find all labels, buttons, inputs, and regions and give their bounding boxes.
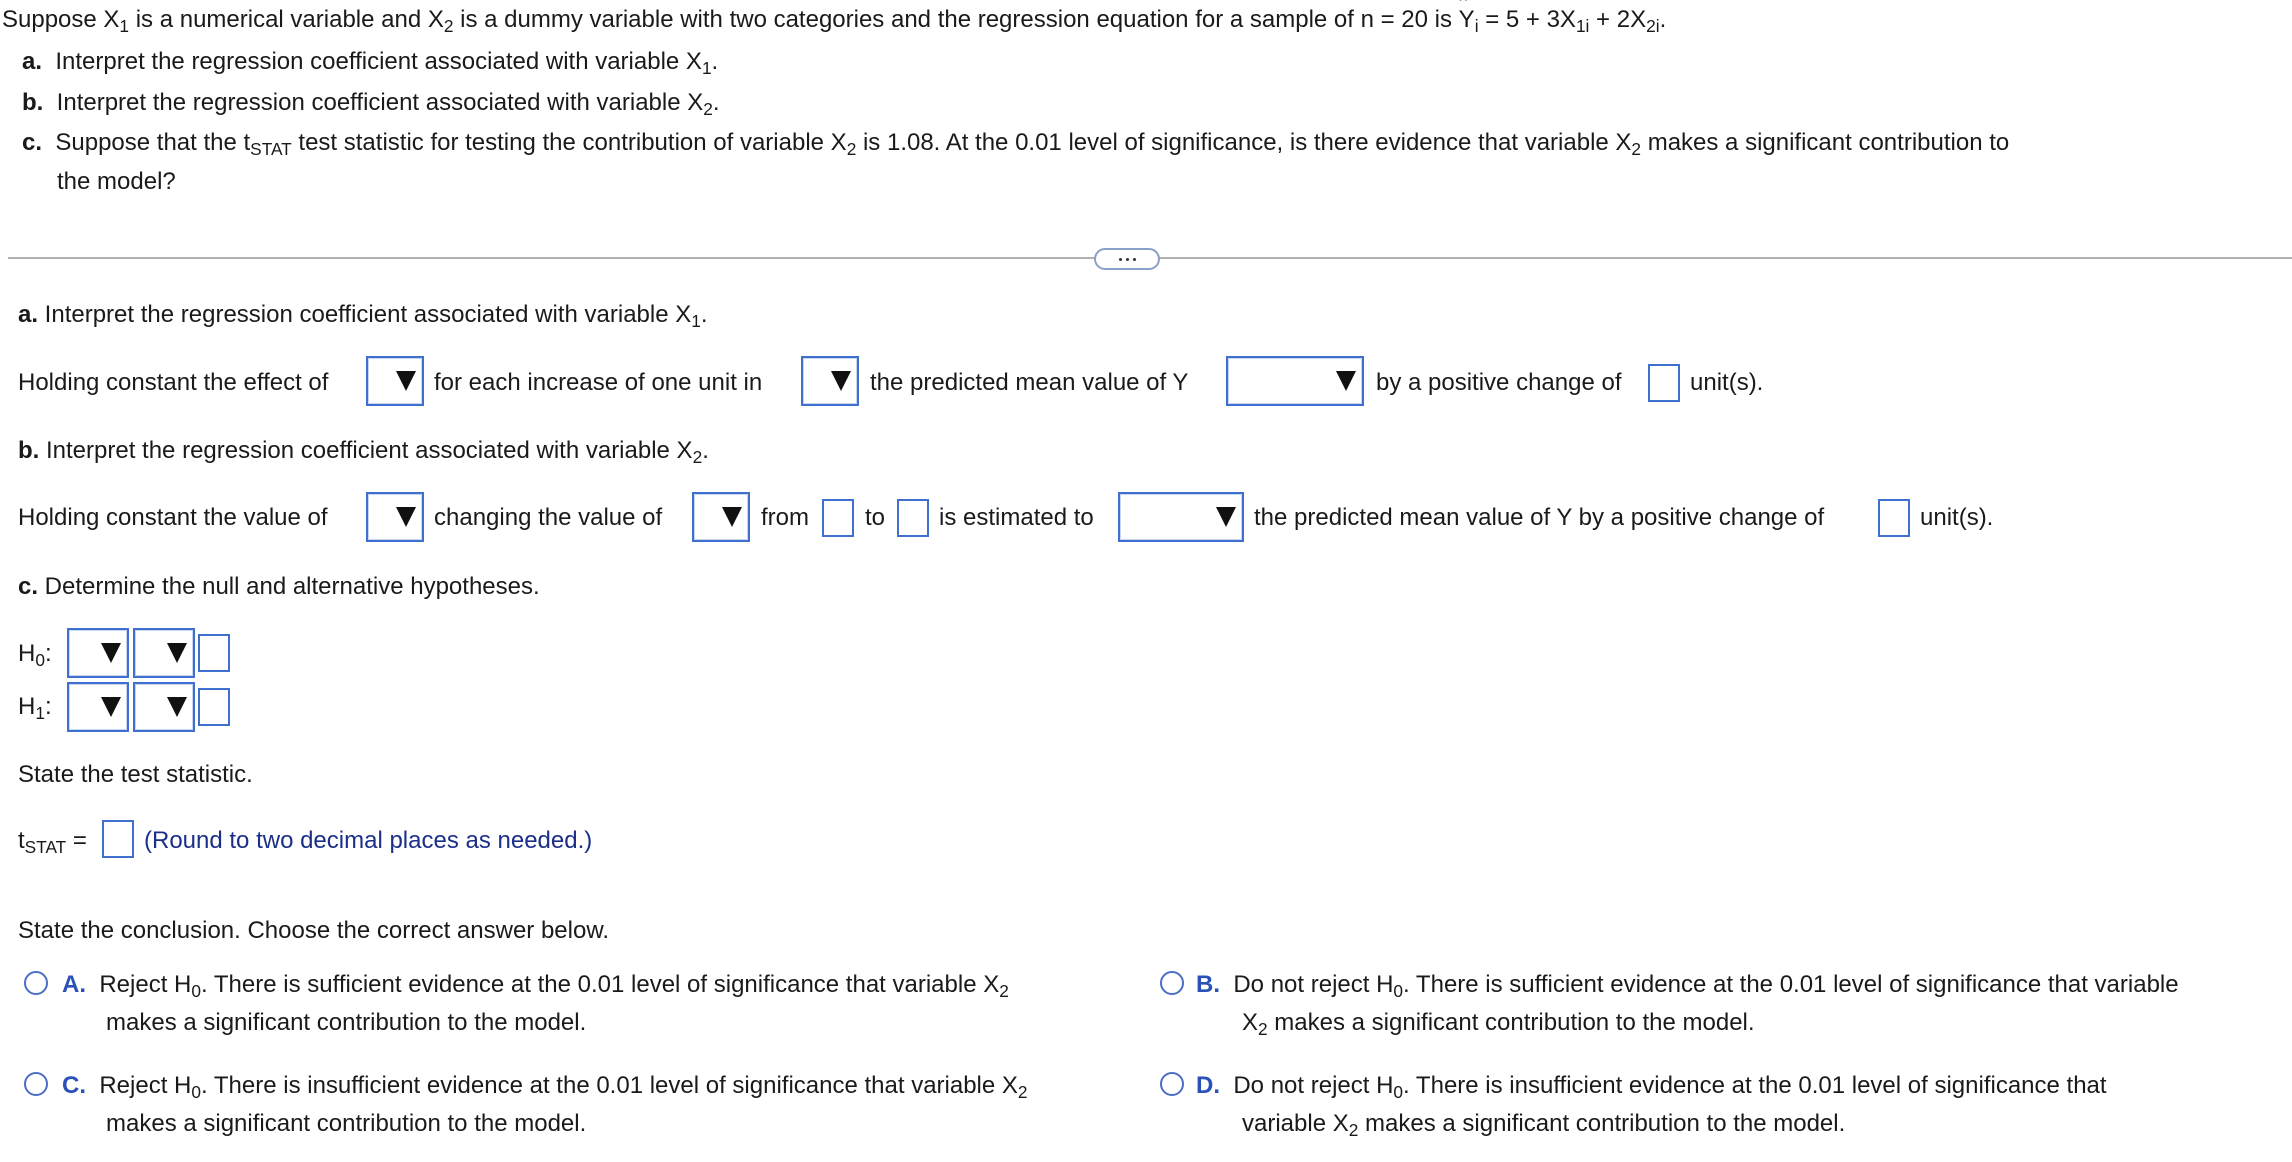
a-each-label: for each increase of one unit in (434, 369, 763, 396)
a-predicted-label: the predicted mean value of Y (870, 369, 1189, 396)
b-held-variable-dropdown[interactable] (366, 492, 424, 542)
h0-value-input[interactable] (198, 634, 230, 672)
dropdown-arrow-icon (167, 643, 187, 663)
dropdown-arrow-icon (101, 643, 121, 663)
problem-part-c: c. Suppose that the $t_{STAT}$ test statistic for testing the contribution of variable $X_2$ is 1.08. At the 0.01 level of significance, is there evidence that variable $X_2$ makes a significant contribution to (22, 129, 2010, 159)
h1-parameter-dropdown[interactable] (67, 682, 129, 732)
b-direction-dropdown[interactable] (1118, 492, 1244, 542)
b-changed-variable-dropdown[interactable] (692, 492, 750, 542)
state-stat-label: State the test statistic. (18, 761, 253, 788)
b-from-input[interactable] (822, 499, 854, 537)
b-to-label: to (865, 504, 886, 531)
b-change-input[interactable] (1878, 499, 1910, 537)
dropdown-arrow-icon (101, 697, 121, 717)
option-d-radio[interactable] (1160, 1072, 1184, 1096)
tstat-input[interactable] (102, 820, 134, 858)
option-c-line1[interactable]: C. Reject $H_0$. There is insufficient evidence at the 0.01 level of significance that variable $X_2$ (62, 1072, 1028, 1102)
b-predicted-label: the predicted mean value of Y by a positive change of (1254, 504, 1825, 531)
h0-parameter-dropdown[interactable] (67, 628, 129, 678)
h1-value-input[interactable] (198, 688, 230, 726)
expand-more-button[interactable] (1094, 248, 1160, 270)
dot-icon (1119, 258, 1122, 261)
a-positive-label: by a positive change of (1376, 369, 1622, 396)
dropdown-arrow-icon (396, 507, 416, 527)
a-increase-variable-dropdown[interactable] (801, 356, 859, 406)
option-b-line1[interactable]: B. Do not reject $H_0$. There is sufficient evidence at the 0.01 level of significance that variable (1196, 971, 2179, 1001)
dot-icon (1126, 258, 1129, 261)
option-d-line2: variable $X_2$ makes a significant contribution to the model. (1242, 1110, 1846, 1140)
problem-part-c-cont: the model? (57, 168, 176, 195)
answer-b-heading: b. Interpret the regression coefficient associated with variable $X_2$. (18, 437, 709, 467)
option-c-radio[interactable] (24, 1072, 48, 1096)
dot-icon (1133, 258, 1136, 261)
option-a-radio[interactable] (24, 971, 48, 995)
b-from-label: from (761, 504, 809, 531)
a-held-variable-dropdown[interactable] (366, 356, 424, 406)
problem-part-b: b. Interpret the regression coefficient associated with variable $X_2$. (22, 89, 720, 119)
a-change-input[interactable] (1648, 364, 1680, 402)
round-note: (Round to two decimal places as needed.) (144, 827, 593, 854)
h1-operator-dropdown[interactable] (133, 682, 195, 732)
problem-intro: Suppose $X_1$ is a numerical variable and $X_2$ is a dummy variable with two categories and the regression equation for a sample of n = 20 is ˆ $Y_i = 5 + 3X_{1i} + 2X_{2i}$. (2, 6, 1666, 34)
answer-c-heading: c. Determine the null and alternative hypotheses. (18, 573, 540, 600)
option-a-line1[interactable]: A. Reject $H_0$. There is sufficient evidence at the 0.01 level of significance that variable $X_2$ (62, 971, 1009, 1001)
option-b-radio[interactable] (1160, 971, 1184, 995)
h1-label: $H_1$: (18, 693, 52, 723)
option-c-line2: makes a significant contribution to the model. (106, 1110, 587, 1137)
h0-operator-dropdown[interactable] (133, 628, 195, 678)
dropdown-arrow-icon (167, 697, 187, 717)
dropdown-arrow-icon (396, 371, 416, 391)
h0-label: $H_0$: (18, 640, 52, 670)
a-holding-label: Holding constant the effect of (18, 369, 329, 396)
dropdown-arrow-icon (1336, 371, 1356, 391)
b-estimated-label: is estimated to (939, 504, 1094, 531)
option-d-line1[interactable]: D. Do not reject $H_0$. There is insufficient evidence at the 0.01 level of significance that (1196, 1072, 2107, 1102)
answer-a-heading: a. Interpret the regression coefficient associated with variable $X_1$. (18, 301, 708, 331)
b-units-label: unit(s). (1920, 504, 1994, 531)
option-b-line2: $X_2$ makes a significant contribution to the model. (1242, 1009, 1755, 1039)
dropdown-arrow-icon (722, 507, 742, 527)
problem-part-a: a. Interpret the regression coefficient associated with variable $X_1$. (22, 48, 719, 78)
b-holding-label: Holding constant the value of (18, 504, 328, 531)
dropdown-arrow-icon (1216, 507, 1236, 527)
option-a-line2: makes a significant contribution to the model. (106, 1009, 587, 1036)
b-to-input[interactable] (897, 499, 929, 537)
a-units-label: unit(s). (1690, 369, 1764, 396)
conclusion-prompt: State the conclusion. Choose the correct answer below. (18, 917, 609, 944)
a-direction-dropdown[interactable] (1226, 356, 1364, 406)
tstat-label: $t_{STAT}$ = (18, 827, 87, 857)
b-changing-label: changing the value of (434, 504, 663, 531)
dropdown-arrow-icon (831, 371, 851, 391)
